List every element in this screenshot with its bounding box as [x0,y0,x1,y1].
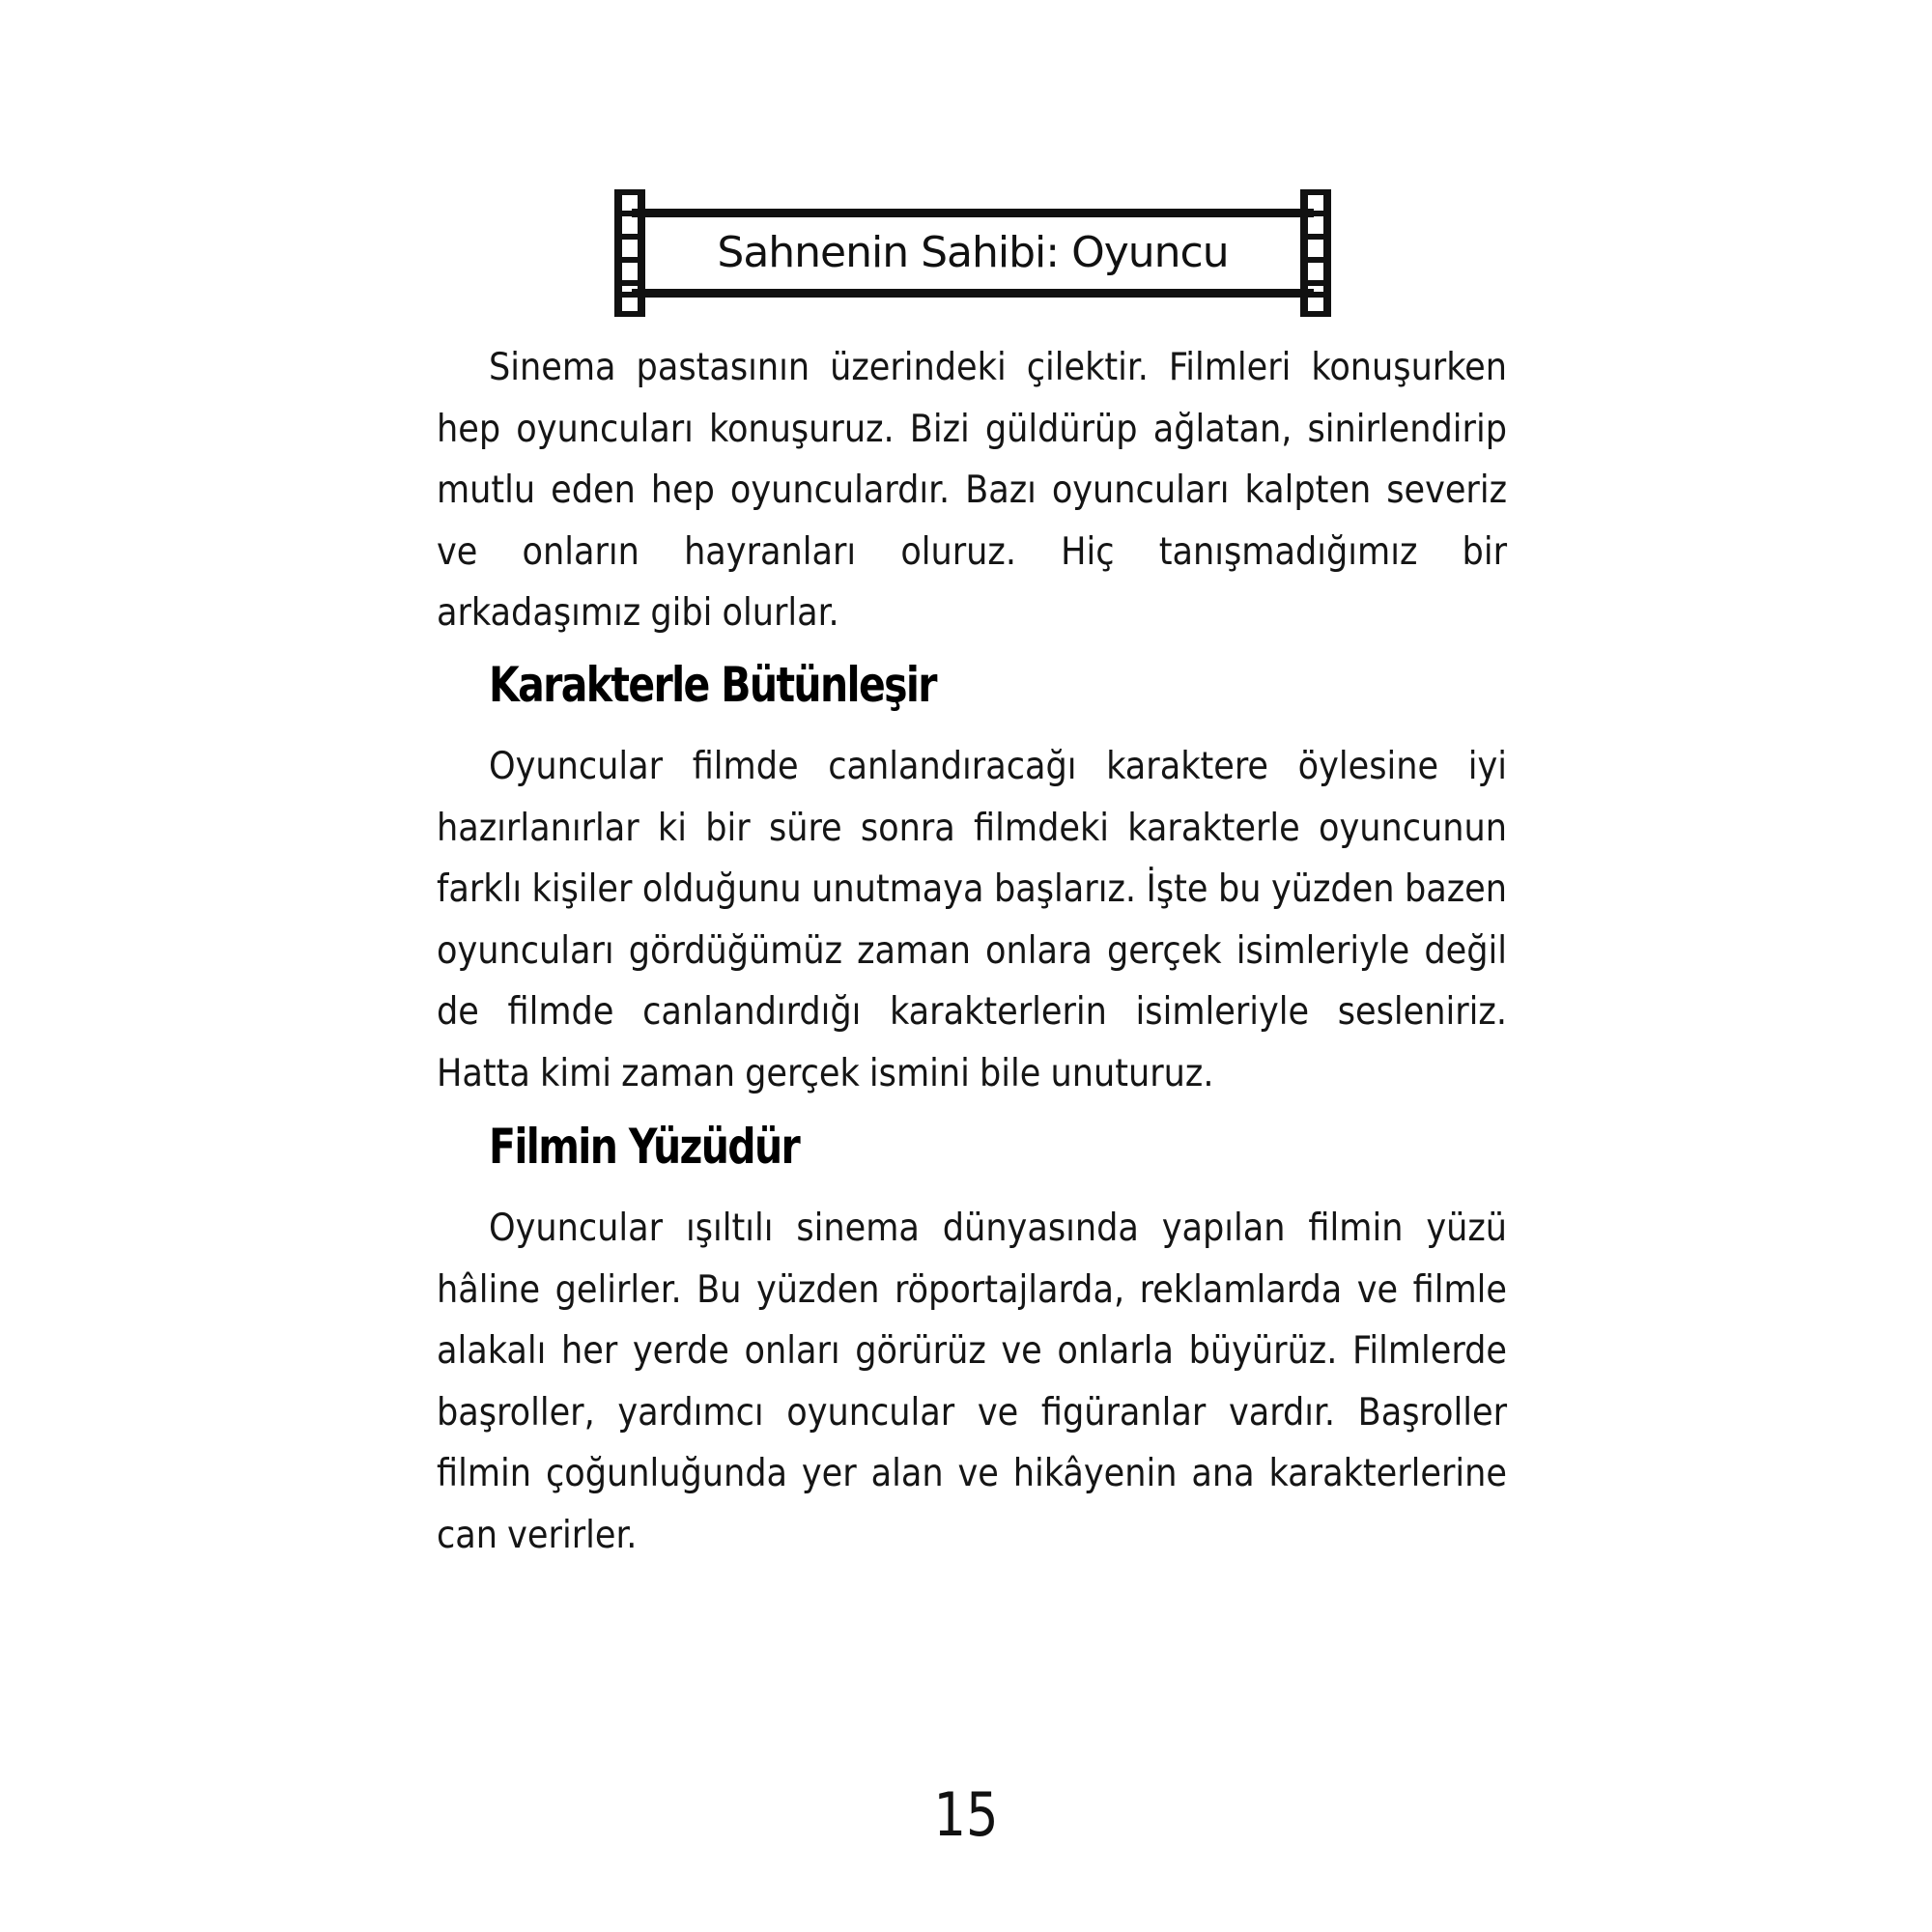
intro-paragraph: Sinema pastasının üzerindeki çilektir. Filmleri konuşurken hep oyuncuları konuşuruz. Bizi güldürüp ağlatan, sinirlendirip mutlu eden hep oyunculardır. Bazı oyuncuları kalpten severiz ve onların hayranları oluruz. Hiç tanışmadığımız bir arkadaşımız gibi olurlar. [437,346,1507,635]
section2-paragraph: Oyuncular ışıltılı sinema dünyasında yapılan filmin yüzü hâline gelirler. Bu yüzden röportajlarda, reklamlarda ve filmle alakalı her yerde onları görürüz ve onlarla büyürüz. Filmlerde başroller, yardımcı oyuncular ve figüranlar vardır. Başroller filmin çoğunluğunda yer alan ve hikâyenin ana karakterlerine can verirler. [437,1207,1507,1557]
section1-paragraph: Oyuncular filmde canlandıracağı karaktere öylesine iyi hazırlanırlar ki bir süre sonra filmdeki karakterle oyuncunun farklı kişiler olduğunu unutmaya başlarız. İşte bu yüzden bazen oyuncuları gördüğümüz zaman onlara gerçek isimleriyle değil de filmde canlandırdığı karakterlerin isimleriyle sesleniriz. Hatta kimi zaman gerçek ismini bile unuturuz. [437,745,1507,1095]
section-heading-filmin-yuzu: Filmin Yüzüdür [489,1119,800,1175]
page-title: Sahnenin Sahibi: Oyuncu [717,228,1229,277]
title-banner [611,185,1335,321]
page-number: 15 [933,1779,999,1850]
section-heading-karakterle: Karakterle Bütünleşir [489,657,936,713]
